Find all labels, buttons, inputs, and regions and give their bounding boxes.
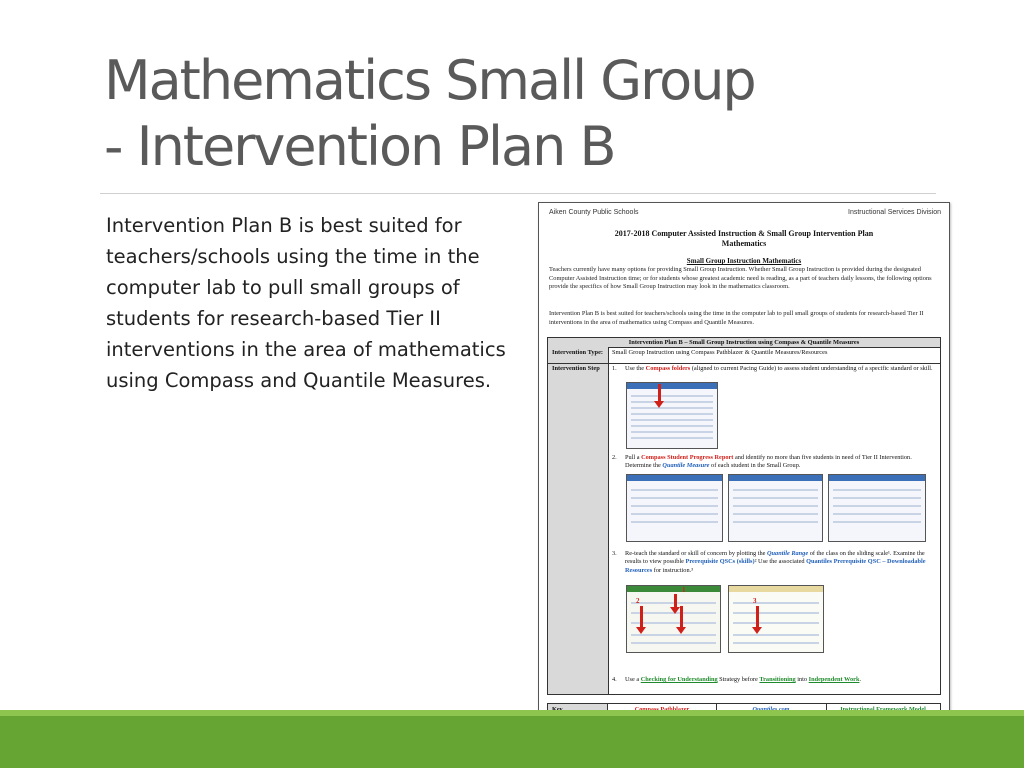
step-1-number: 1. <box>612 365 617 372</box>
doc-title-line-1: 2017-2018 Computer Assisted Instruction & Small Group Intervention Plan <box>614 229 874 238</box>
type-label: Intervention Type: <box>552 349 604 356</box>
step-2 <box>612 454 934 471</box>
title-divider <box>100 193 936 194</box>
step-3 <box>612 550 934 575</box>
step-1-text-b: (aligned to current Pacing Guide) to assess student understanding of a specific standard or skill. <box>690 365 933 372</box>
intervention-plan-document-image <box>538 202 950 748</box>
step-3-text-c: ² Use the associated <box>754 558 807 566</box>
step-3-text-a: Re-teach the standard or skill of concern by plotting the <box>625 550 767 557</box>
step-label: Intervention Step <box>552 365 600 372</box>
progress-report-screenshot-1 <box>626 474 723 542</box>
step-2-text-b: and identify no more than five students in need of Tier II Intervention. Determine the <box>625 454 912 470</box>
footer-accent-stripe <box>0 710 1024 716</box>
checking-for-understanding-link[interactable]: Checking for Understanding <box>640 676 718 683</box>
step-4-text-b: Strategy before <box>717 676 760 683</box>
doc-intro-paragraph: Teachers currently have many options for providing Small Group Instruction. Whether Small Group Instruction is provided during the designated Computer Assisted Instruction time; or for students whose greatest academic need is reading, as a part of teachers daily lessons, the following options provide the specifics of how Small Group Instruction may look in the mathematics classroom. <box>549 266 932 291</box>
callout-2: 2 <box>636 597 640 605</box>
step-4-number: 4. <box>612 676 617 683</box>
progress-report-screenshot-2 <box>728 474 823 542</box>
doc-header-right: Instructional Services Division <box>848 209 941 216</box>
slide-title-line-2: - Intervention Plan B <box>104 115 615 178</box>
red-arrow-icon <box>640 606 643 628</box>
red-arrow-icon <box>756 606 759 628</box>
doc-title <box>539 229 949 249</box>
table-label-column <box>548 347 609 694</box>
step-2-text-a: Pull a <box>625 454 642 461</box>
prerequisite-qscs-link[interactable]: Prerequisite QSCs (skills) <box>685 558 755 566</box>
slide-title-line-1: Mathematics Small Group <box>104 49 755 112</box>
step-3-text-b: of the class on the sliding scale¹. Examine the results to view possible <box>625 550 925 566</box>
student-progress-report-link[interactable]: Compass Student Progress Report <box>641 454 734 461</box>
quantile-range-screenshot <box>728 585 824 653</box>
callout-1: 1 <box>682 586 686 594</box>
compass-folders-screenshot <box>626 382 718 449</box>
red-arrow-icon <box>680 606 683 628</box>
independent-work-link[interactable]: Independent Work <box>808 676 860 683</box>
intervention-table <box>547 337 941 695</box>
downloadable-resources-link[interactable]: Quantiles Prerequisite QSC – Downloadable Resources <box>625 558 926 574</box>
quantile-measure-link[interactable]: Quantile Measure <box>662 462 710 470</box>
progress-report-screenshot-3 <box>828 474 926 542</box>
type-value: Small Group Instruction using Compass Pathblazer & Quantile Measures/Resources <box>612 349 828 356</box>
step-4 <box>612 676 934 684</box>
step-3-number: 3. <box>612 550 617 557</box>
step-2-text-c: of each student in the Small Group. <box>709 462 801 470</box>
step-1 <box>612 365 934 373</box>
step-3-text-d: for instruction.³ <box>652 566 694 574</box>
red-arrow-icon <box>674 594 677 608</box>
step-4-text-a: Use a <box>625 676 641 683</box>
transitioning-link[interactable]: Transitioning <box>759 676 796 683</box>
compass-folders-link[interactable]: Compass folders <box>645 365 691 372</box>
slide-body-text: Intervention Plan B is best suited for teachers/schools using the time in the computer lab to pull small groups of students for research-based Tier II interventions in the area of mathematics using Compass and Quantile Measures. <box>106 214 506 392</box>
slide-title <box>104 48 904 180</box>
table-header: Intervention Plan B – Small Group Instruction using Compass & Quantile Measures <box>548 338 940 348</box>
doc-header <box>549 209 941 216</box>
doc-subhead: Small Group Instruction Mathematics <box>686 257 802 265</box>
callout-3: 3 <box>753 597 757 605</box>
doc-title-line-2: Mathematics <box>721 239 767 248</box>
footer-accent-band <box>0 710 1024 768</box>
doc-plan-paragraph: Intervention Plan B is best suited for teachers/schools using the time in the computer lab to pull small groups of students for research-based Tier II interventions in the area of mathematics using Compass and Quantile Measures. <box>549 310 924 326</box>
step-4-text-d: . <box>859 676 862 683</box>
doc-header-left: Aiken County Public Schools <box>549 209 639 216</box>
step-1-text-a: Use the <box>625 365 646 372</box>
step-4-text-c: into <box>795 676 809 683</box>
red-arrow-icon <box>658 384 661 402</box>
step-2-number: 2. <box>612 454 617 461</box>
quantile-range-link[interactable]: Quantile Range <box>767 550 809 557</box>
